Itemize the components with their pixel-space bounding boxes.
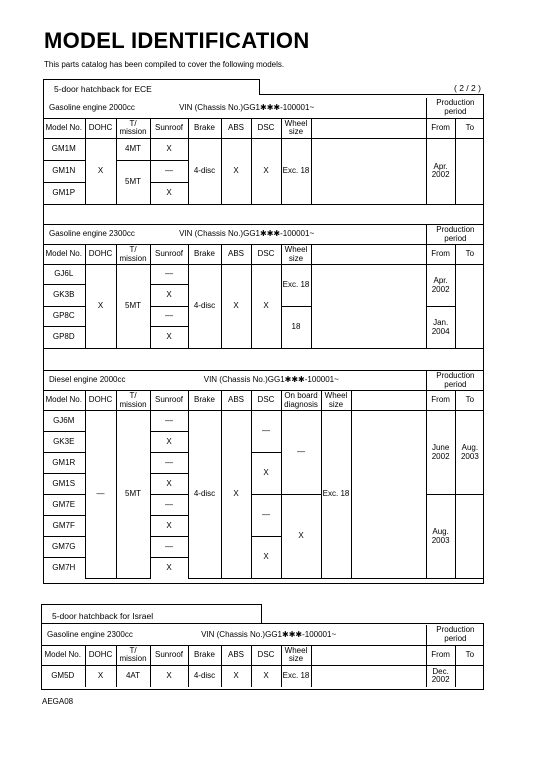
model-cell: GM1R — [43, 453, 85, 474]
brake-cell: 4-disc — [188, 138, 221, 204]
model-cell: GK3B — [43, 285, 85, 307]
sunroof-cell: — — [150, 495, 188, 516]
header-blank — [311, 118, 426, 138]
sunroof-cell: X — [150, 182, 188, 204]
header-blank — [351, 391, 426, 411]
t-mission-cell: 5MT — [116, 160, 150, 204]
model-cell: GM1M — [43, 138, 85, 160]
dsc-cell: X — [251, 537, 281, 579]
model-cell: GM7F — [43, 516, 85, 537]
obd-cell: X — [281, 495, 321, 579]
header-brake: Brake — [188, 118, 221, 138]
dohc-cell: X — [85, 138, 116, 204]
dsc-cell: X — [251, 665, 281, 687]
header-to: To — [455, 118, 484, 138]
header-sunroof: Sunroof — [150, 245, 188, 265]
header-t-mission: T/ mission — [116, 245, 150, 265]
production-period-header: Production period — [426, 98, 484, 118]
to-cell: Aug. 2003 — [455, 411, 484, 495]
from-cell: Apr. 2002 — [426, 138, 455, 204]
abs-cell: X — [221, 265, 251, 349]
header-sunroof: Sunroof — [150, 645, 188, 665]
engine-row — [43, 98, 426, 118]
wheel-cell: Exc. 18 — [281, 665, 311, 687]
header-model-no: Model No. — [43, 245, 85, 265]
header-from: From — [426, 391, 455, 411]
abs-cell: X — [221, 665, 251, 687]
vin-label: VIN (Chassis No.)GG1✱✱✱-100001~ — [203, 375, 339, 385]
model-cell: GM1N — [43, 160, 85, 182]
sunroof-cell: — — [150, 307, 188, 327]
ece-tab — [43, 79, 260, 95]
wheel-cell: 18 — [281, 307, 311, 349]
header-to: To — [455, 645, 484, 665]
model-cell: GM7H — [43, 558, 85, 579]
blank-cell — [351, 411, 426, 579]
abs-cell: X — [221, 411, 251, 579]
header-wheel-size: Wheel size — [281, 118, 311, 138]
sunroof-cell: X — [150, 474, 188, 495]
to-cell — [455, 495, 484, 579]
model-cell: GK3E — [43, 432, 85, 453]
from-cell: Aug. 2003 — [426, 495, 455, 579]
sunroof-cell: — — [150, 265, 188, 285]
blank-cell — [311, 665, 426, 687]
header-dsc: DSC — [251, 245, 281, 265]
brake-cell: 4-disc — [188, 265, 221, 349]
page-title: MODEL IDENTIFICATION — [44, 28, 310, 53]
header-dohc: DOHC — [85, 645, 116, 665]
dsc-cell: X — [251, 138, 281, 204]
vin-label: VIN (Chassis No.)GG1✱✱✱-100001~ — [201, 629, 337, 639]
israel-tab-label: 5-door hatchback for Israel — [52, 611, 154, 621]
engine-row — [43, 371, 426, 391]
dohc-cell: X — [85, 665, 116, 687]
header-wheel-size: Wheel size — [281, 645, 311, 665]
sunroof-cell: X — [150, 432, 188, 453]
header-dsc: DSC — [251, 118, 281, 138]
footer-code: AEGA08 — [42, 697, 74, 706]
model-cell: GM1S — [43, 474, 85, 495]
sunroof-cell: — — [150, 411, 188, 432]
from-cell: Dec. 2002 — [426, 665, 455, 687]
header-dsc: DSC — [251, 645, 281, 665]
header-abs: ABS — [221, 118, 251, 138]
t-mission-cell: 5MT — [116, 265, 150, 349]
to-cell — [455, 665, 484, 687]
model-cell: GJ6M — [43, 411, 85, 432]
sunroof-cell: — — [150, 537, 188, 558]
dsc-cell: X — [251, 265, 281, 349]
model-cell: GM7E — [43, 495, 85, 516]
israel-tab — [41, 604, 262, 624]
dohc-cell: — — [85, 411, 116, 579]
brake-cell: 4-disc — [188, 665, 221, 687]
table-israel-gasoline-2300 — [41, 625, 484, 687]
dsc-cell: X — [251, 453, 281, 495]
header-model-no: Model No. — [43, 391, 85, 411]
header-wheel-size: Wheel size — [281, 245, 311, 265]
production-period-header: Production period — [426, 625, 484, 645]
engine-label: Gasoline engine 2300cc — [49, 229, 135, 239]
header-blank — [311, 645, 426, 665]
sunroof-cell: X — [150, 558, 188, 579]
intro-text: This parts catalog has been compiled to cover the following models. — [44, 60, 285, 69]
sunroof-cell: X — [150, 327, 188, 349]
abs-cell: X — [221, 138, 251, 204]
header-abs: ABS — [221, 245, 251, 265]
vin-label: VIN (Chassis No.)GG1✱✱✱-100001~ — [179, 102, 315, 112]
header-dohc: DOHC — [85, 391, 116, 411]
header-sunroof: Sunroof — [150, 391, 188, 411]
header-dsc: DSC — [251, 391, 281, 411]
vin-label: VIN (Chassis No.)GG1✱✱✱-100001~ — [179, 229, 315, 239]
sunroof-cell: — — [150, 453, 188, 474]
wheel-cell: Exc. 18 — [281, 138, 311, 204]
obd-cell: — — [281, 411, 321, 495]
header-t-mission: T/ mission — [116, 645, 150, 665]
header-dohc: DOHC — [85, 245, 116, 265]
blank-cell — [311, 138, 426, 204]
header-brake: Brake — [188, 645, 221, 665]
sunroof-cell: X — [150, 285, 188, 307]
header-model-no: Model No. — [43, 118, 85, 138]
header-brake: Brake — [188, 245, 221, 265]
header-to: To — [455, 391, 484, 411]
ece-tab-label: 5-door hatchback for ECE — [54, 84, 152, 94]
header-wheel-size: Wheel size — [321, 391, 351, 411]
from-cell: Apr. 2002 — [426, 265, 455, 307]
t-mission-cell: 4MT — [116, 138, 150, 160]
dsc-cell: — — [251, 495, 281, 537]
to-cell — [455, 138, 484, 204]
header-to: To — [455, 245, 484, 265]
engine-row — [41, 625, 426, 645]
header-model-no: Model No. — [41, 645, 85, 665]
engine-label: Gasoline engine 2300cc — [47, 629, 133, 639]
sunroof-cell: X — [150, 665, 188, 687]
dsc-cell: — — [251, 411, 281, 453]
blank-cell — [311, 265, 426, 349]
header-abs: ABS — [221, 391, 251, 411]
to-cell — [455, 265, 484, 349]
brake-cell: 4-disc — [188, 411, 221, 579]
table-ece-gasoline-2300 — [43, 224, 484, 349]
header-dohc: DOHC — [85, 118, 116, 138]
header-brake: Brake — [188, 391, 221, 411]
engine-label: Gasoline engine 2000cc — [49, 102, 135, 112]
header-from: From — [426, 645, 455, 665]
model-cell: GM5D — [41, 665, 85, 687]
table-ece-diesel-2000 — [43, 370, 484, 579]
table-ece-gasoline-2000 — [43, 98, 484, 205]
t-mission-cell: 5MT — [116, 411, 150, 579]
model-cell: GM1P — [43, 182, 85, 204]
model-cell: GP8D — [43, 327, 85, 349]
sunroof-cell: X — [150, 516, 188, 537]
header-on-board-diagnosis: On board diagnosis — [281, 391, 321, 411]
production-period-header: Production period — [426, 225, 484, 245]
engine-label: Diesel engine 2000cc — [49, 375, 126, 385]
page-indicator: ( 2 / 2 ) — [454, 83, 481, 93]
engine-row — [43, 225, 426, 245]
header-abs: ABS — [221, 645, 251, 665]
model-cell: GP8C — [43, 307, 85, 327]
from-cell: Jan. 2004 — [426, 307, 455, 349]
model-cell: GM7G — [43, 537, 85, 558]
wheel-cell: Exc. 18 — [321, 411, 351, 579]
from-cell: June 2002 — [426, 411, 455, 495]
production-period-header: Production period — [426, 371, 484, 391]
header-from: From — [426, 245, 455, 265]
model-cell: GJ6L — [43, 265, 85, 285]
t-mission-cell: 4AT — [116, 665, 150, 687]
sunroof-cell: — — [150, 160, 188, 182]
header-t-mission: T/ mission — [116, 391, 150, 411]
header-sunroof: Sunroof — [150, 118, 188, 138]
dohc-cell: X — [85, 265, 116, 349]
header-from: From — [426, 118, 455, 138]
header-blank — [311, 245, 426, 265]
header-t-mission: T/ mission — [116, 118, 150, 138]
wheel-cell: Exc. 18 — [281, 265, 311, 307]
sunroof-cell: X — [150, 138, 188, 160]
